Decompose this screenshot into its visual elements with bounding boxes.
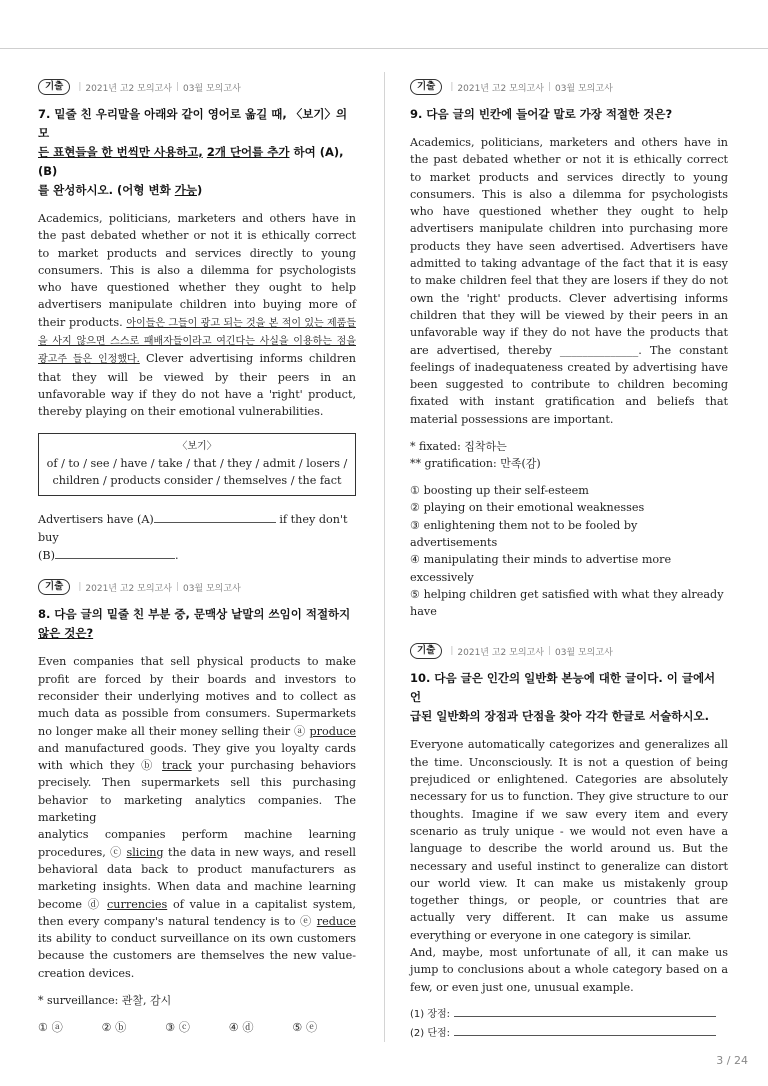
q8-source-line: 기출 | 2021년 고2 모의고사 | 03월 모의고사 [38, 578, 356, 596]
exam-tag: 기출 [410, 643, 442, 659]
page-number: 3 / 24 [716, 1054, 748, 1067]
underlined-word-e: reduce [316, 914, 356, 928]
choice-4[interactable]: ④ ⓓ [228, 1020, 254, 1034]
question-8 [38, 578, 356, 1035]
q9-footnote-1: * fixated: 집착하는 [410, 440, 507, 454]
q9-blank: ______________ [559, 343, 639, 357]
q8-passage: Even companies that sell physical products to make profit are forced by their boards and investors to reconsider their underlying motives and to collect as much data as possible from consumers. Supermarkets no longer make all their money selling their ⓐ produce and manufactured goods. They give you loyalty cards with which they ⓑ track your purchasing behaviors precisely. Then supermarkets sell this purchasing behavior to marketing analytics companies. The marketing analytics companies perform machine learning procedures, ⓒ slicing the data in new ways, and resell behavioral data back to product manufacturers as marketing insights. When data and machine learning become ⓓ currencies of value in a capitalist system, then every company's natural tendency is to ⓔ reduce its ability to conduct surveillance on its own customers because the customers are themselves the new value-creation devices. [38, 655, 356, 980]
month-label: 03월 모의고사 [554, 647, 613, 658]
year-label: 2021년 고2 모의고사 [85, 583, 172, 594]
q7-underlined-korean: 아이들은 그들이 광고 되는 것을 본 적이 있는 제품들을 사지 않으면 스스로 패배자들이라고 여긴다는 사실을 이용하는 점을 광고주 들은 인정했다. [38, 317, 357, 366]
header-rule [0, 48, 768, 49]
q7-source-line: 기출 | 2021년 고2 모의고사 | 03월 모의고사 [38, 78, 356, 96]
question-7 [38, 78, 356, 564]
q10-source-line: 기출 | 2021년 고2 모의고사 | 03월 모의고사 [410, 642, 728, 660]
column-divider [384, 72, 385, 1042]
q7-title: 7. 밑줄 친 우리말을 아래와 같이 영어로 옮길 때, 〈보기〉의 모 든 표현들을 한 번씩만 사용하고, 2개 단어를 추가 하여 (A), (B) 를 완성하시오. (어형 변화 가능) [38, 107, 348, 197]
q10-answer-1: (1) 장점: [410, 1004, 728, 1023]
q9-footnote-2: ** gratification: 만족(감) [410, 457, 541, 471]
option-5[interactable]: ⑤ helping children get satisfied with what they already have [410, 587, 724, 619]
answer-blank-b[interactable] [55, 546, 175, 559]
q9-passage: Academics, politicians, marketers and others have in the past debated whether or not it is ethically correct to market products and services directly to young consumers. This is also a dilemma for psychologists who have questioned whether they ought to help advertisers manipulate children into purchasing more products they have seen advertised. Advertisers have admitted to taking advantage of the fact that it is easy to make children feel that they are losers if they do not own the 'right' products. Clever advertising informs children that they will be viewed by their peers in an unfavorable way if they do not have the products that are advertised, thereby ______________. The constant feelings of inadequateness created by advertising have been suggested to contribute to children becoming fixated with instant gratification and beliefs that material possessions are important. [410, 136, 728, 426]
exam-tag: 기출 [38, 579, 70, 595]
choice-3[interactable]: ③ ⓒ [165, 1020, 190, 1034]
choice-5[interactable]: ⑤ ⓔ [292, 1020, 318, 1034]
q7-answer-a: Advertisers have (A) if they don't buy [38, 510, 356, 546]
exam-tag: 기출 [410, 79, 442, 95]
q10-answer-2: (2) 단점: [410, 1023, 728, 1042]
answer-blank-a[interactable] [154, 510, 276, 523]
right-column [410, 78, 728, 1056]
answer-blank-2[interactable] [454, 1023, 716, 1036]
month-label: 03월 모의고사 [182, 83, 241, 94]
choice-1[interactable]: ① ⓐ [38, 1020, 63, 1034]
option-2[interactable]: ② playing on their emotional weaknesses [410, 501, 645, 515]
q8-footnote: * surveillance: 관찰, 감시 [38, 993, 172, 1007]
option-4[interactable]: ④ manipulating their minds to advertise more excessively [410, 553, 672, 584]
underlined-word-c: slicing [126, 845, 164, 859]
year-label: 2021년 고2 모의고사 [457, 83, 544, 94]
q10-passage: Everyone automatically categorizes and generalizes all the time. Unconsciously. It is not a question of being prejudiced or enlightened. Categories are absolutely necessary for us to function. They give structure to our thoughts. Imagine if we saw every item and every scenario as truly unique - we would not even have a language to describe the world around us. But the necessary and useful instinct to generalize can distort our world view. It can make us mistakenly group together things, or people, or countries that are actually very different. It can make us assume everything or everyone in one category is similar. And, maybe, most unfortunate of all, it can make us jump to conclusions about a whole category based on a few, or even just one, unusual example. [410, 738, 728, 994]
underlined-word-a: produce [309, 724, 356, 738]
month-label: 03월 모의고사 [554, 83, 613, 94]
left-column [38, 78, 356, 1049]
question-9 [410, 78, 728, 620]
q7-bogi-box: 〈보기〉 of / to / see / have / take / that / they / admit / losers / children / products consider / themselves / the fact [38, 433, 356, 497]
underlined-word-b: track [162, 759, 192, 773]
q9-source-line: 기출 | 2021년 고2 모의고사 | 03월 모의고사 [410, 78, 728, 96]
year-label: 2021년 고2 모의고사 [85, 83, 172, 94]
year-label: 2021년 고2 모의고사 [457, 647, 544, 658]
q7-answer-b: (B) . [38, 546, 356, 564]
q8-title: 8. 다음 글의 밑줄 친 부분 중, 문맥상 낱말의 쓰임이 적절하지 않은 것은? [38, 607, 351, 641]
option-1[interactable]: ① boosting up their self-esteem [410, 484, 589, 498]
q7-passage: Academics, politicians, marketers and others have in the past debated whether or not it is ethically correct to market products and services directly to young consumers. This is also a dilemma for psychologists who have questioned whether they ought to help advertisers manipulate children into buying more of their products. 아이들은 그들이 광고 되는 것을 본 적이 있는 제품들을 사지 않으면 스스로 패배자들이라고 여긴다는 사실을 이용하는 점을 광고주 들은 인정했다. Clever advertising informs children that they will be viewed by their peers in an unfavorable way if they do not have a 'right' product, thereby playing on their emotional vulnerabilities. [38, 212, 357, 419]
question-10 [410, 642, 728, 1042]
answer-blank-1[interactable] [454, 1004, 716, 1017]
underlined-word-d: currencies [107, 897, 168, 911]
q9-title: 9. 다음 글의 빈칸에 들어갈 말로 가장 적절한 것은? [410, 107, 673, 121]
choice-2[interactable]: ② ⓑ [101, 1020, 127, 1034]
month-label: 03월 모의고사 [182, 583, 241, 594]
option-3[interactable]: ③ enlightening them not to be fooled by advertisements [410, 518, 638, 549]
q10-title: 10. 다음 글은 인간의 일반화 본능에 대한 글이다. 이 글에서 언 급된 일반화의 장점과 단점을 찾아 각각 한글로 서술하시오. [410, 671, 716, 724]
q9-options [410, 482, 728, 620]
exam-tag: 기출 [38, 79, 70, 95]
q8-choices [38, 1019, 356, 1035]
